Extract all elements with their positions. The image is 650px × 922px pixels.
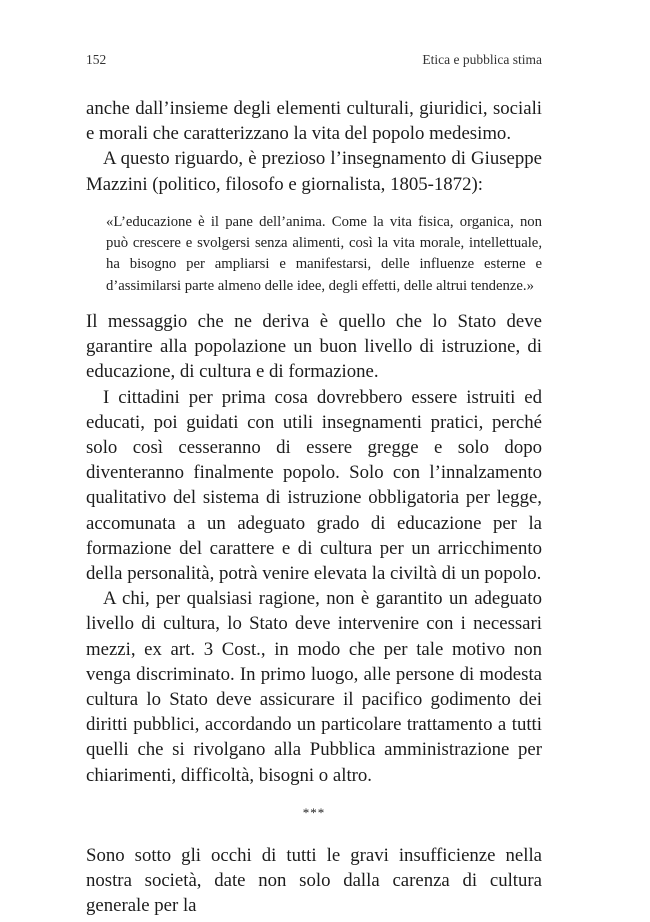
paragraph-state-duty: A chi, per qualsiasi ragione, non è garantito un adeguato livello di cultura, lo Stato deve intervenire con i necessari mezzi, ex art. 3 Cost., in modo che per tale motivo non venga discriminato. In primo luogo, alle persone di modesta cultura lo Stato deve assicurare il pacifico godimento dei diritti pubblici, accordando un particolare trattamento a tutti quelli che si rivolgano alla Pubblica amministrazione per chiarimenti, difficoltà, bisogni o altro.: [86, 588, 542, 786]
body-text: [86, 96, 542, 918]
block-quote: «L’educazione è il pane dell’anima. Come la vita fisica, organica, non può crescere e svolgersi senza alimenti, così la vita morale, intellettuale, ha bisogno per ampliarsi e manifestarsi, delle influenze esterne e d’assimilarsi parte almeno delle idee, degli effetti, delle altrui tendenze.»: [106, 213, 542, 294]
page-number: 152: [86, 52, 107, 67]
paragraph-mazzini-intro: A questo riguardo, è prezioso l’insegnamento di Giuseppe Mazzini (politico, filosofo e giornalista, 1805-1872):: [86, 148, 542, 195]
running-title: Etica e pubblica stima: [422, 52, 542, 67]
paragraph-insufficiencies: Sono sotto gli occhi di tutti le gravi insufficienze nella nostra società, date non solo dalla carenza di cultura generale per la: [86, 844, 542, 917]
paragraph-citizens: I cittadini per prima cosa dovrebbero essere istruiti ed educati, poi guidati con utili insegnamenti pratici, perché solo così cesseranno di essere gregge e solo dopo diventeranno finalmente popolo. Solo con l’innalzamento qualitativo del sistema di istruzione obbligatoria per legge, accomunata a un adeguato grado di educazione per la formazione del carattere e di cultura per un arricchimento della personalità, potrà venire elevata la civiltà di un popolo.: [86, 386, 542, 585]
section-separator: ***: [302, 804, 326, 820]
paragraph-continuation: anche dall’insieme degli elementi culturali, giuridici, sociali e morali che caratterizzano la vita del popolo medesimo.: [86, 98, 542, 145]
paragraph-message: Il messaggio che ne deriva è quello che lo Stato deve garantire alla popolazione un buon livello di istruzione, di educazione, di cultura e di formazione.: [86, 311, 542, 383]
page-header: [86, 52, 542, 72]
